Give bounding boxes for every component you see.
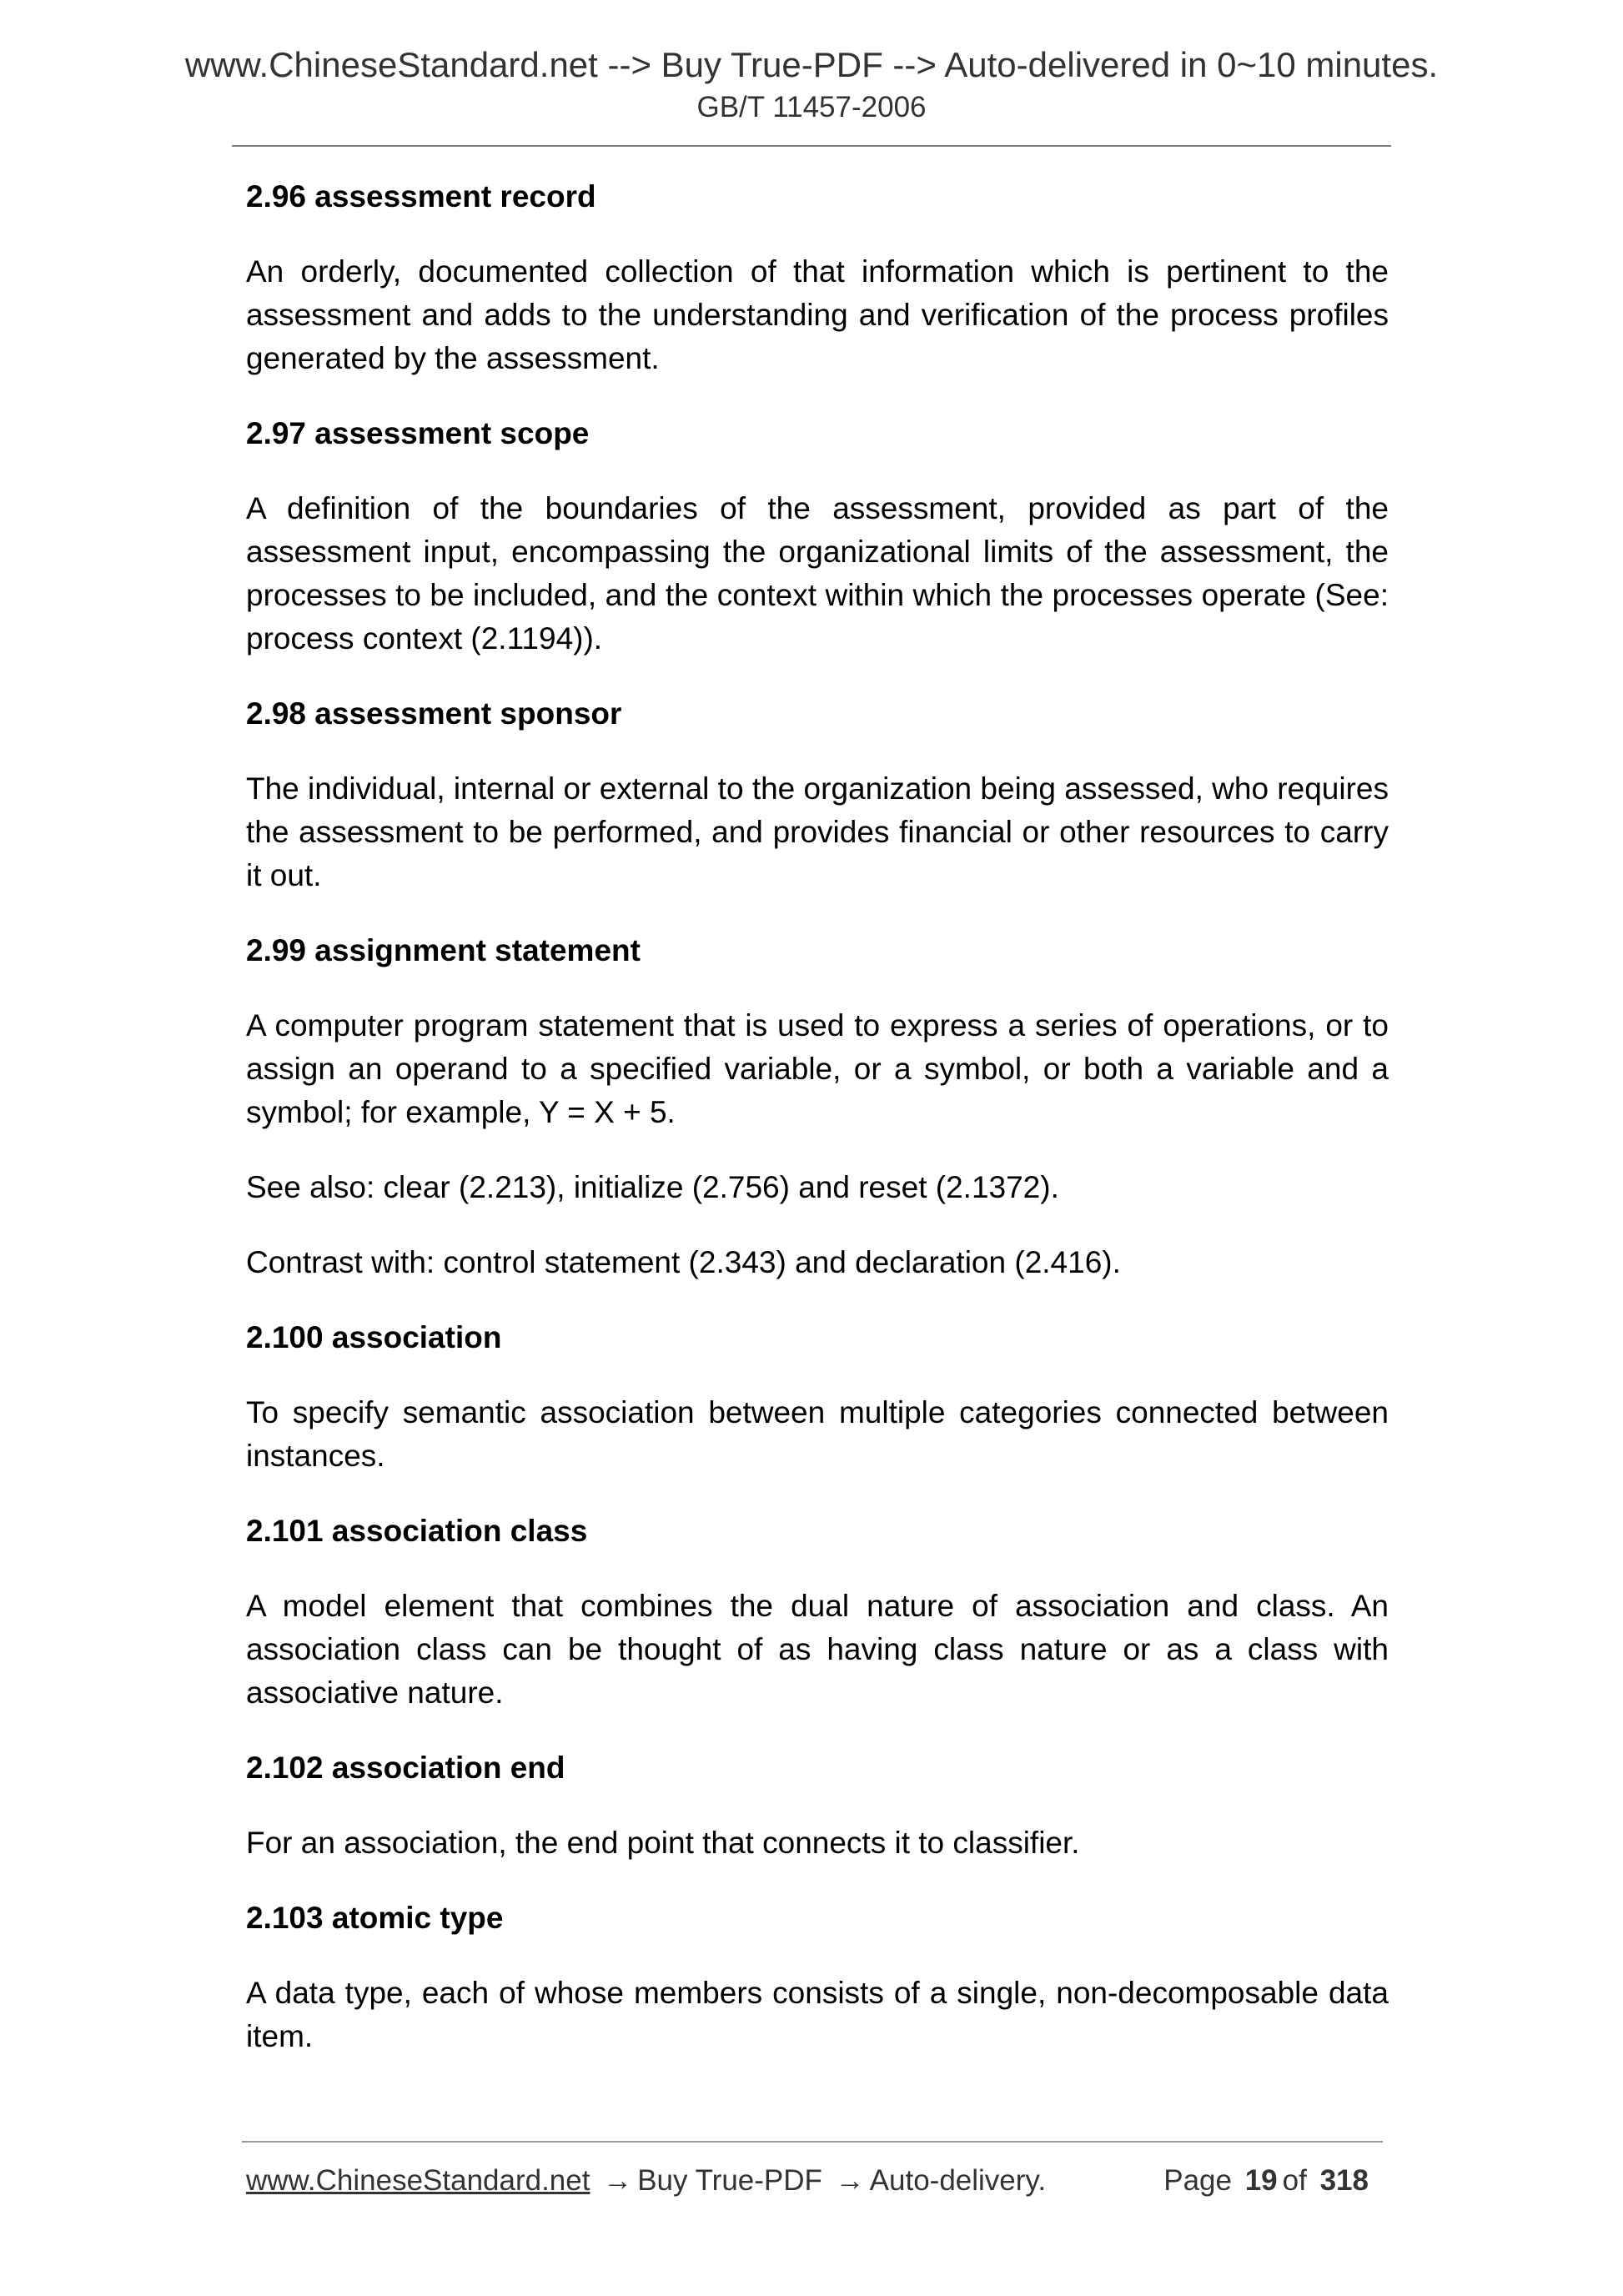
footer-delivery-text: Auto-delivery. [869,2164,1047,2197]
total-pages: 318 [1319,2164,1369,2197]
term-entry [246,175,1389,380]
header-promo-text: www.ChineseStandard.net --> Buy True-PDF --> Auto-delivered in 0~10 minutes. [184,45,1439,84]
term-title: 2.98 assessment sponsor [246,696,622,731]
term-see-also: See also: clear (2.213), initialize (2.756) and reset (2.1372). [246,1170,1059,1204]
term-definition: A model element that combines the dual nature of association and class. An association class can be thought of as having class nature or as a class with associative nature. [246,1589,1389,1710]
term-entry [246,1746,1389,1865]
current-page-number: 19 [1244,2164,1278,2197]
term-title: 2.102 association end [246,1751,565,1785]
term-definition: A definition of the boundaries of the assessment, provided as part of the assessment input, encompassing the organizational limits of the assessment, the processes to be included, and the context within which the processes operate (See: process context (2.1194)). [246,491,1389,656]
standard-number: GB/T 11457-2006 [696,91,927,123]
term-entry [246,1316,1389,1478]
term-entry [246,692,1389,897]
term-title: 2.99 assignment statement [246,933,641,967]
term-title: 2.103 atomic type [246,1901,504,1935]
term-entry [246,412,1389,661]
page-indicator [1163,2162,1374,2200]
arrow-right-icon: → [603,2164,633,2197]
term-title: 2.96 assessment record [246,179,596,214]
document-body [246,175,1389,2090]
footer-divider [242,2141,1383,2143]
footer-buy-text: Buy True-PDF [637,2164,822,2197]
term-title: 2.97 assessment scope [246,416,590,450]
page-label: Page [1163,2164,1232,2197]
term-title: 2.101 association class [246,1514,588,1548]
term-definition: A computer program statement that is used to express a series of operations, or to assign an operand to a specified variable, or a symbol, or both a variable and a symbol; for example, Y = X + 5. [246,1008,1389,1129]
header-divider [232,145,1391,147]
term-entry [246,1510,1389,1715]
term-definition: The individual, internal or external to the organization being assessed, who requires the assessment to be performed, and provides financial or other resources to carry it out. [246,771,1389,892]
page-header [0,42,1623,127]
arrow-right-icon: → [835,2164,865,2197]
footer-site-link[interactable]: www.ChineseStandard.net [246,2164,590,2197]
term-definition: A data type, each of whose members consists of a single, non-decomposable data item. [246,1976,1389,2053]
of-label: of [1282,2164,1307,2197]
term-entry [246,1897,1389,2058]
term-definition: To specify semantic association between multiple categories connected between instances. [246,1395,1389,1473]
term-title: 2.100 association [246,1320,502,1354]
term-definition: For an association, the end point that connects it to classifier. [246,1826,1080,1860]
term-definition: An orderly, documented collection of that information which is pertinent to the assessment and adds to the understanding and verification of the process profiles generated by the assessment. [246,254,1389,375]
page-footer [246,2162,1380,2200]
term-contrast-with: Contrast with: control statement (2.343) and declaration (2.416). [246,1245,1121,1279]
term-entry [246,929,1389,1284]
